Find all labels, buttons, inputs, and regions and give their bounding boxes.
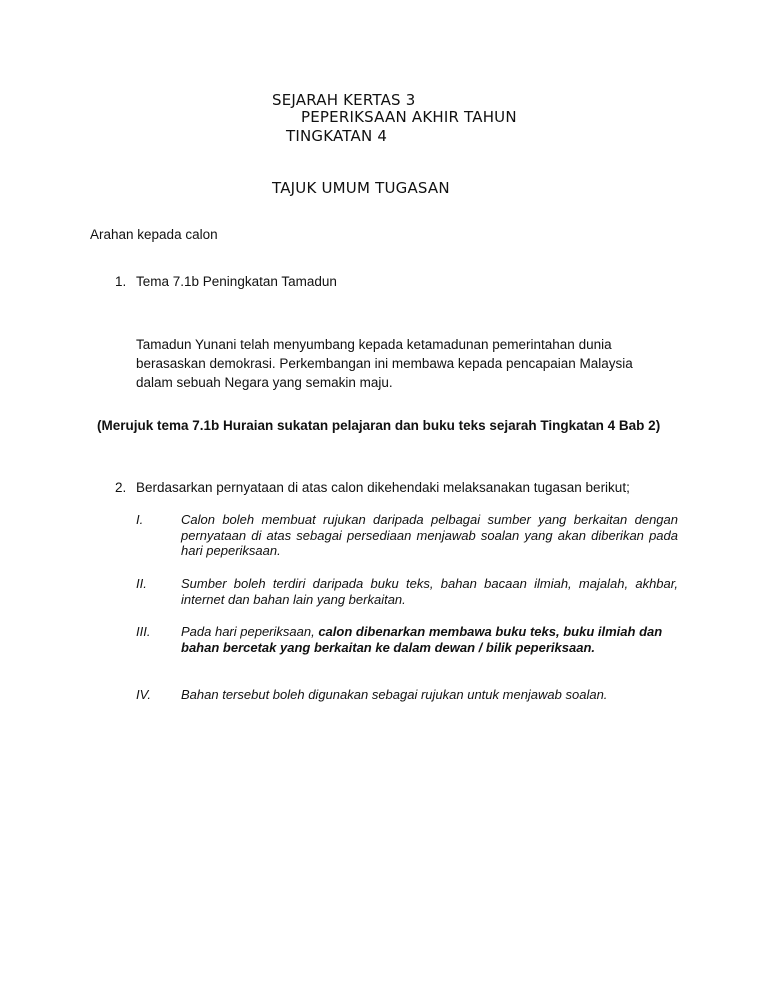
exam-subtitle: PEPERIKSAAN AKHIR TAHUN xyxy=(301,108,517,126)
subitem-4-numeral: IV. xyxy=(136,687,151,702)
subitem-3-text xyxy=(181,624,678,655)
item-1-text: Tema 7.1b Peningkatan Tamadun xyxy=(136,274,337,289)
item-2-text: Berdasarkan pernyataan di atas calon dikehendaki melaksanakan tugasan berikut; xyxy=(136,480,630,495)
item-1-paragraph: Tamadun Yunani telah menyumbang kepada ketamadunan pemerintahan dunia berasaskan demokrasi. Perkembangan ini membawa kepada pencapaian Malaysia dalam sebuah Negara yang semakin maju. xyxy=(136,337,633,390)
reference-note: (Merujuk tema 7.1b Huraian sukatan pelajaran dan buku teks sejarah Tingkatan 4 Bab 2) xyxy=(97,418,661,433)
item-1-number: 1. xyxy=(115,274,127,289)
exam-form-level: TINGKATAN 4 xyxy=(286,127,388,145)
subitem-2-text: Sumber boleh terdiri daripada buku teks, bahan bacaan ilmiah, majalah, akhbar, internet dan bahan lain yang berkaitan. xyxy=(181,576,678,607)
subitem-3-text-bold: calon dibenarkan membawa buku teks, buku ilmiah dan bahan bercetak yang berkaitan ke dalam dewan / bilik peperiksaan. xyxy=(181,624,663,655)
subitem-3-numeral: III. xyxy=(136,624,151,639)
topic-heading: TAJUK UMUM TUGASAN xyxy=(272,179,450,197)
subitem-1-numeral: I. xyxy=(136,512,144,527)
subitem-4-text: Bahan tersebut boleh digunakan sebagai rujukan untuk menjawab soalan. xyxy=(181,687,608,702)
instructions-label: Arahan kepada calon xyxy=(90,227,218,242)
subitem-1-text: Calon boleh membuat rujukan daripada pelbagai sumber yang berkaitan dengan pernyataan di atas sebagai persediaan menjawab soalan yang akan diberikan pada hari peperiksaan. xyxy=(181,512,678,558)
subitem-3-text-plain: Pada hari peperiksaan, xyxy=(181,624,319,639)
item-2-number: 2. xyxy=(115,480,127,495)
subitem-2-numeral: II. xyxy=(136,576,147,591)
exam-title: SEJARAH KERTAS 3 xyxy=(272,91,416,109)
